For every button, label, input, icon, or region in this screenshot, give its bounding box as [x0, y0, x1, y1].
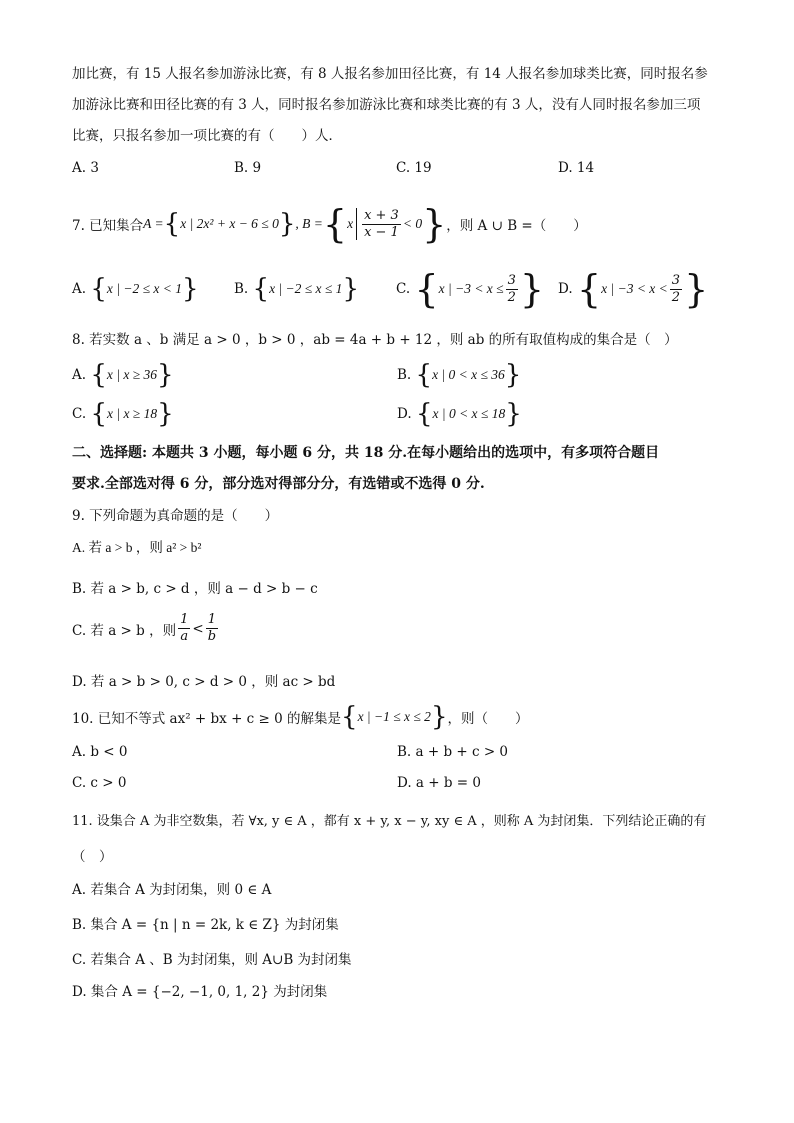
q6-option-c: C. 19: [396, 160, 432, 176]
q11-option-c: C. 若集合 A 、B 为封闭集，则 A∪B 为封闭集: [72, 952, 352, 968]
q10-options-row-1: [72, 744, 722, 760]
q11-option-b: B. 集合 A = {n | n = 2k, k ∈ Z} 为封闭集: [72, 917, 339, 933]
q6-line-2: 加游泳比赛和田径比赛的有 3 人，同时报名参加游泳比赛和球类比赛的有 3 人，没有人同时报名参加三项: [72, 97, 701, 113]
q9-option-b: B. 若 a > b, c > d ，则 a − d > b − c: [72, 581, 318, 597]
q8-stem: 8. 若实数 a 、b 满足 a > 0 ，b > 0 ，ab = 4a + b + 12 ，则 ab 的所有取值构成的集合是（ ）: [72, 332, 678, 348]
q8-option-c: C. { x | x ≥ 18 }: [72, 399, 174, 429]
q10-options-row-2: [72, 775, 722, 791]
q8-option-a: A. { x | x ≥ 36 }: [72, 360, 174, 390]
q10-stem: 10. 已知不等式 ax² + bx + c ≥ 0 的解集是 { x | −1 ≤ x ≤ 2 } ，则（ ）: [72, 702, 529, 732]
q10-option-c: C. c > 0: [72, 775, 127, 791]
q6-option-a: A. 3: [72, 160, 99, 176]
q7-option-a: A. { x | −2 ≤ x < 1 }: [72, 274, 199, 304]
q9-option-a: A. 若 a > b ，则 a² > b²: [72, 540, 202, 555]
q6-options: [72, 160, 720, 176]
section-2-heading-line-2: 要求.全部选对得 6 分，部分选对得部分分，有选错或不选得 0 分.: [72, 476, 485, 492]
q7-options: [72, 267, 720, 311]
q8-options-row-1: [72, 360, 722, 390]
q9-stem: 9. 下列命题为真命题的是（ ）: [72, 508, 279, 524]
q11-stem-line-1: 11. 设集合 A 为非空数集，若 ∀x, y ∈ A ，都有 x + y, x − y, xy ∈ A ，则称 A 为封闭集．下列结论正确的有: [72, 814, 707, 829]
q11-option-a: A. 若集合 A 为封闭集，则 0 ∈ A: [72, 882, 272, 898]
q6-option-b: B. 9: [234, 160, 262, 176]
q6-option-d: D. 14: [558, 160, 595, 176]
q9-option-c: C. 若 a > b ，则 $\frac{1}{a}$ < $\frac{1}{b}$: [72, 612, 217, 644]
q7-option-c: C. { x | −3 < x ≤ $\frac{3}{2}$ }: [396, 267, 545, 311]
q7-option-b: B. { x | −2 ≤ x ≤ 1 }: [234, 274, 359, 304]
q10-solution-set: x | −1 ≤ x ≤ 2: [357, 709, 431, 724]
q7-option-d: D. { x | −3 < x < $\frac{3}{2}$ }: [558, 267, 709, 311]
section-2-heading-line-1: 二、选择题: 本题共 3 小题，每小题 6 分，共 18 分.在每小题给出的选项中，有多项符合题目: [72, 445, 660, 461]
q6-line-1: 加比赛，有 15 人报名参加游泳比赛，有 8 人报名参加田径比赛，有 14 人报名参加球类比赛，同时报名参: [72, 66, 708, 82]
q10-option-d: D. a + b = 0: [397, 775, 481, 791]
q8-option-b: B. { x | 0 < x ≤ 36 }: [397, 360, 522, 390]
q11-option-d: D. 集合 A = {−2, −1, 0, 1, 2} 为封闭集: [72, 984, 328, 1000]
q6-line-3: 比赛，只报名参加一项比赛的有（ ）人．: [72, 128, 342, 144]
q8-option-d: D. { x | 0 < x ≤ 18 }: [397, 399, 522, 429]
q7-stem: 7. 已知集合 A = { x | 2x² + x − 6 ≤ 0 } , B = { x $\frac{x + 3}{x - 1}$ < 0 } ，则 A ∪ B =（ ）: [72, 202, 587, 246]
q10-option-b: B. a + b + c > 0: [397, 744, 509, 760]
q7-set-b-fraction: $\frac{x + 3}{x - 1}$: [364, 207, 399, 240]
q9-option-d: D. 若 a > b > 0, c > d > 0 ，则 ac > bd: [72, 674, 336, 690]
q8-options-row-2: [72, 399, 722, 429]
q7-set-a: x | 2x² + x − 6 ≤ 0: [180, 216, 279, 231]
q10-option-a: A. b < 0: [72, 744, 128, 760]
q11-stem-line-2: （ ）: [72, 849, 113, 865]
